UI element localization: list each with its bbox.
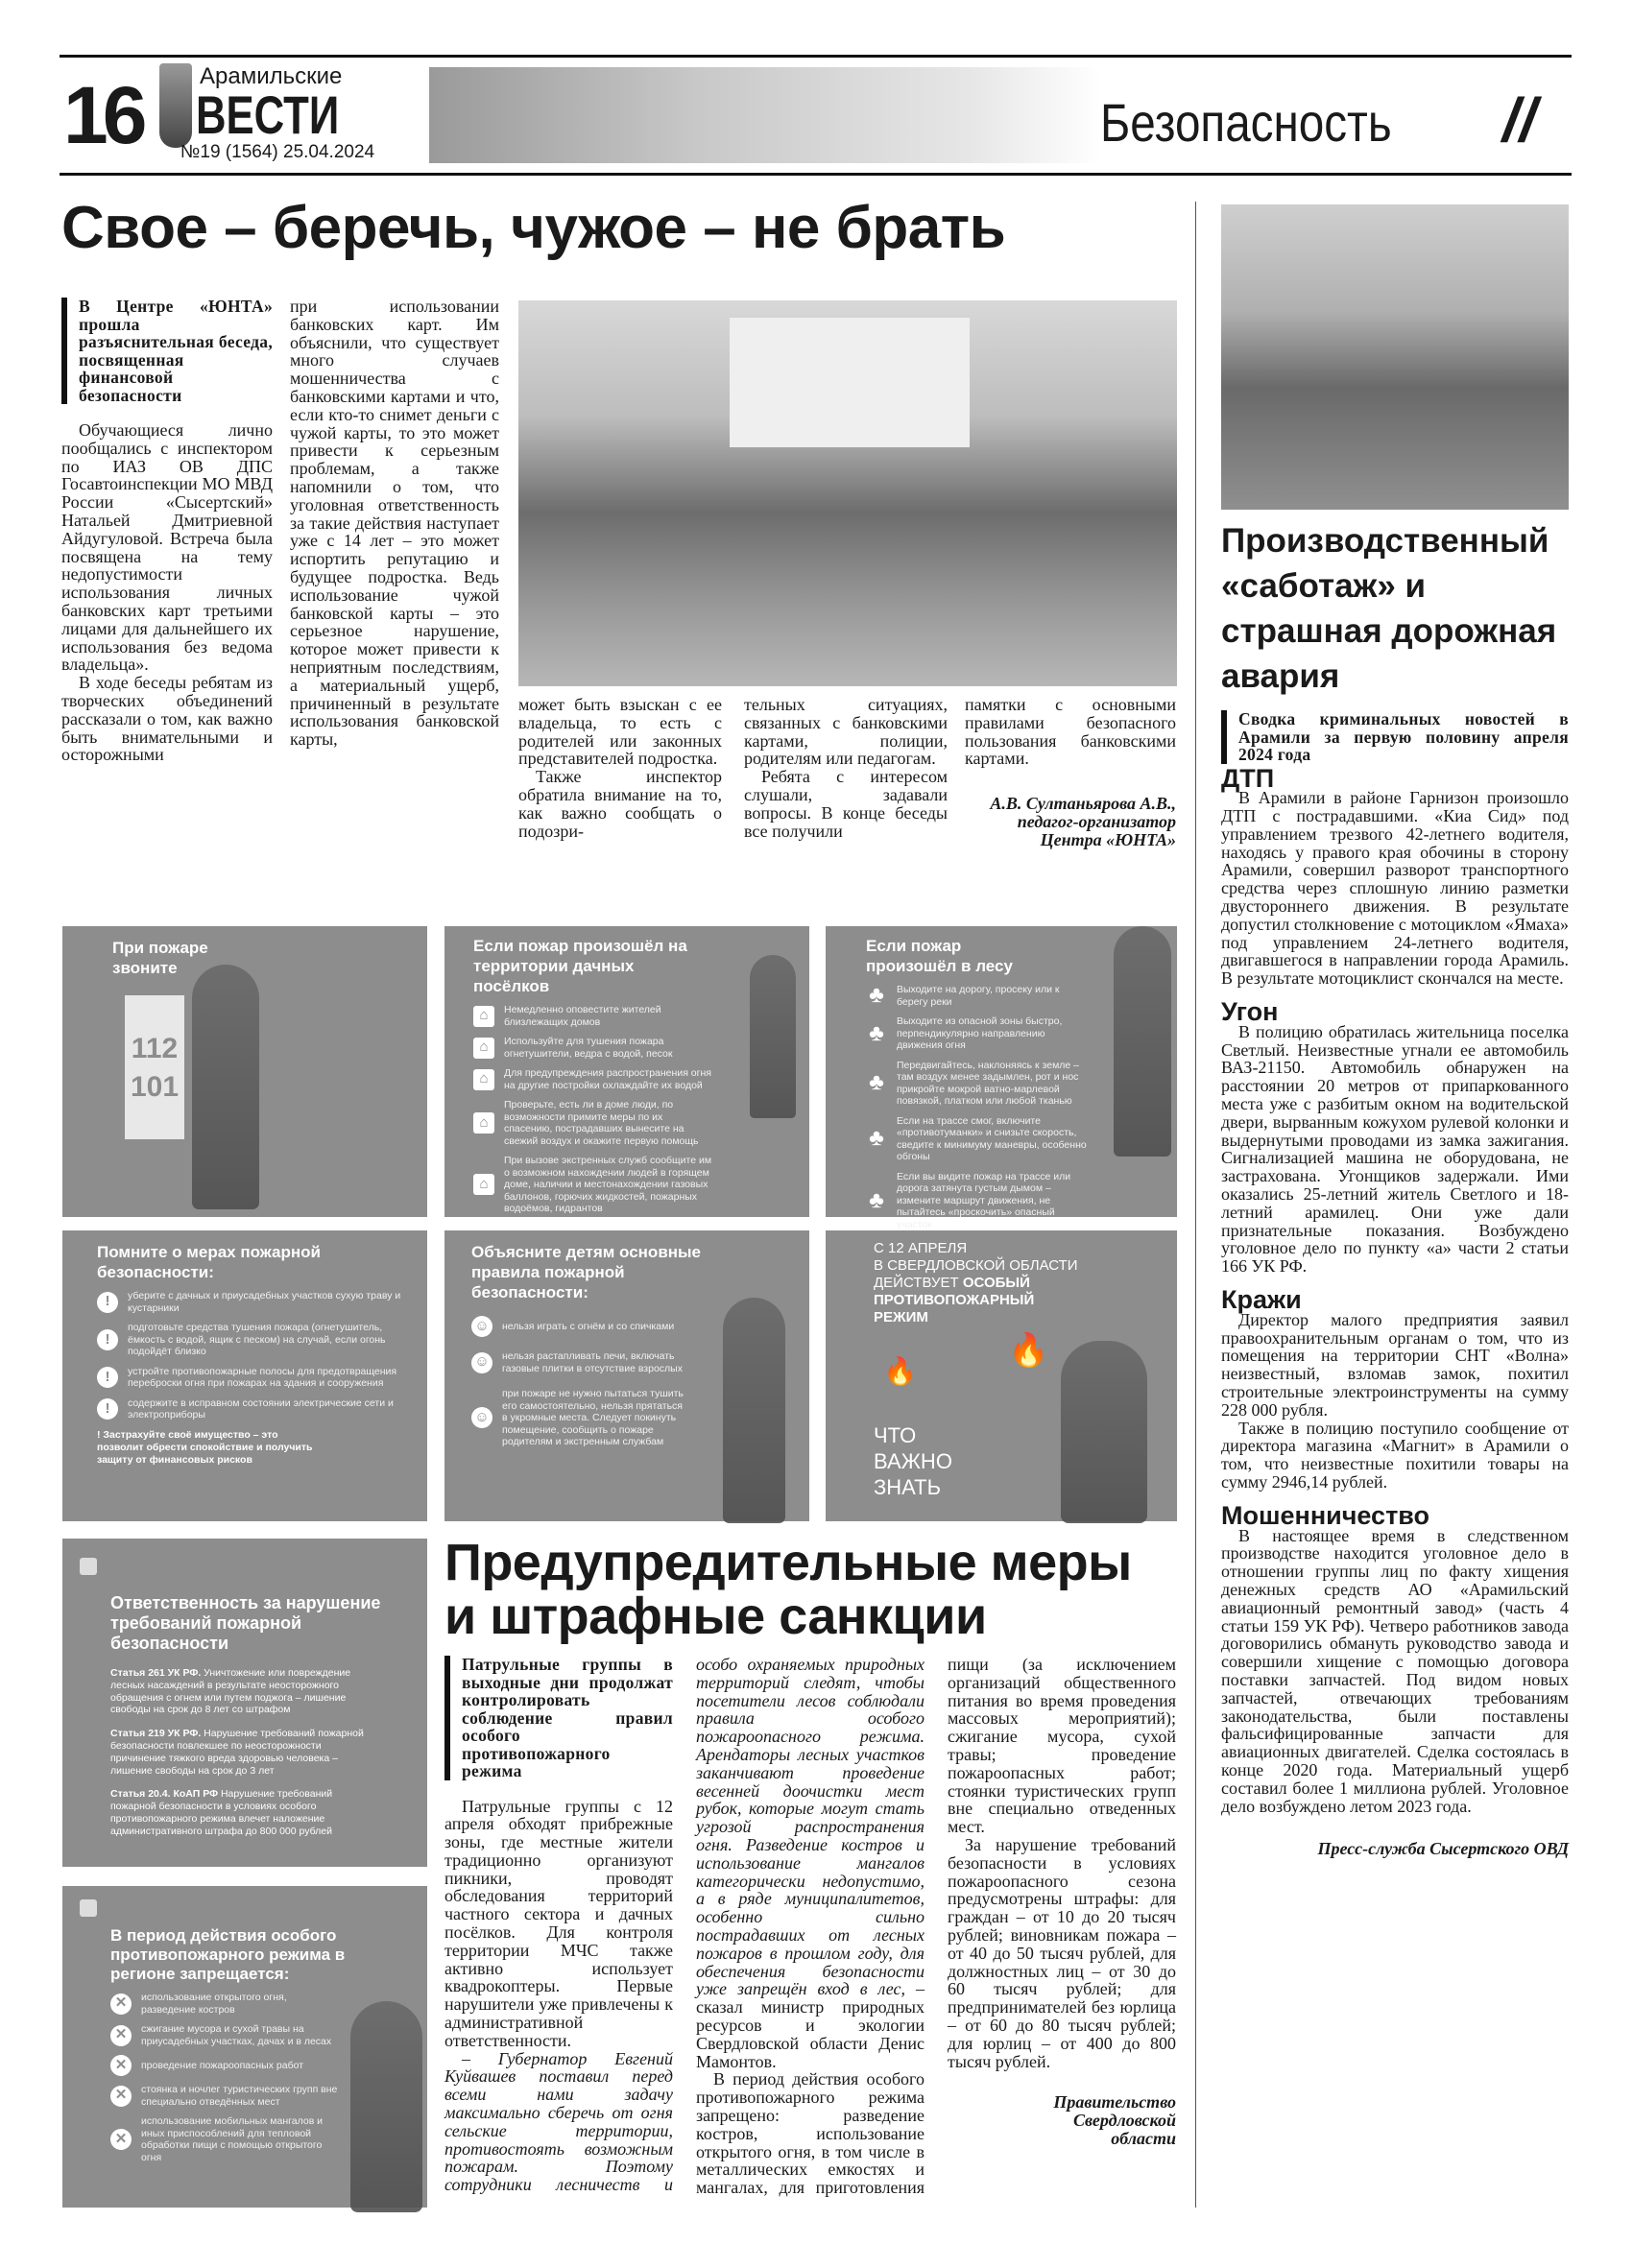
governor-quote: – Губернатор Евгений Куйвашев поставил перед всеми нами задачу максимально сберечь от огня сельские территории, противостоять возможным пожарам. Поэтому сотрудники лесничеств и особо охраняемых природных территорий следят, чтобы посетители лесов соблюдали правила особого пожароопасного режима. Арендаторы лесных участков заканчивают проведение весенней доочистки мест рубок, которые могут стать угрозой распространения огня. Разведение костров и использование мангалов категорически недопустимо, а в ряде муниципалитетов, особенно сильно пострадавших от лесных пожаров в прошлом году, для обеспечения безопасности уже запрещён вход в лес, – (444, 1655, 925, 2195)
article-signature: А.В. Султаньярова А.В., педагог-организатор Центра «ЮНТА» (990, 794, 1176, 849)
infographic-liability (62, 1539, 427, 1867)
tree-icon: ♣ (869, 1125, 884, 1152)
infographic-item: нельзя растапливать печи, включать газовые плитки в отсутствие взрослых (502, 1350, 683, 1374)
infographic-item: Если на трассе смог, включите «противотуманки» и снизьте скорость, сведите к минимуму маневры, особенно обгоны (897, 1114, 1087, 1162)
section-heading: Мошенничество (1221, 1500, 1430, 1530)
article-lead: Сводка криминальных новостей в Арамили за первую половину апреля 2024 года (1221, 710, 1569, 764)
house-icon: ⌂ (473, 1038, 494, 1059)
article-title: Свое – беречь, чужое – не брать (61, 195, 1006, 261)
cross-icon: ✕ (110, 1993, 132, 2015)
article2-title (444, 1536, 1184, 1643)
house-icon: ⌂ (473, 1006, 494, 1027)
section-heading: Кражи (1221, 1285, 1302, 1315)
house-icon: ⌂ (473, 1112, 494, 1134)
firefighter-megaphone-illustration (723, 1298, 785, 1523)
paper-name-top: Арамильские (200, 63, 343, 89)
quote-attribution: сказал министр природных ресурсов и экологии Свердловской области Денис Мамонтов. (696, 1997, 925, 2071)
cross-icon: ✕ (110, 2025, 132, 2046)
infographic-fire-regime (826, 1230, 1177, 1521)
infographic-forest-fire (826, 926, 1177, 1230)
infographic-item: нельзя играть с огнём и со спичками (502, 1320, 675, 1332)
liability-article (110, 1788, 370, 1837)
infographic-dacha-fire (444, 926, 809, 1217)
firefighter-on-ladder-illustration (750, 955, 796, 1118)
page-number: 16 (63, 70, 142, 160)
exclamation-icon: ! (97, 1398, 118, 1420)
what-to-know-line: ЗНАТЬ (874, 1475, 942, 1499)
flame-icon: 🔥 (883, 1356, 917, 1386)
infographic-title: При пожаре звоните (112, 939, 208, 977)
regime-line: В СВЕРДЛОВСКОЙ ОБЛАСТИ (874, 1257, 1078, 1274)
infographic-call-numbers (62, 926, 427, 1217)
infographic-item: Немедленно оповестите жителей близлежащих домов (504, 1004, 661, 1028)
tree-icon: ♣ (869, 982, 884, 1009)
issue-info: №19 (1564) 25.04.2024 (180, 142, 375, 162)
law-text: Уничтожение или повреждение лесных насаждений в результате неосторожного обращения с огнем или путем поджога – лишение свободы на срок до 8 лет со штрафом (110, 1667, 351, 1716)
cross-icon: ✕ (110, 2086, 132, 2107)
what-to-know-line: ЧТО (874, 1423, 917, 1447)
infographic-item: устройте противопожарные полосы для предотвращения переброски огня при пожарах на здания и сооружения (128, 1365, 397, 1389)
article2-body (444, 1656, 1176, 2208)
liability-article (110, 1667, 370, 1716)
coat-of-arms-icon (159, 63, 192, 148)
house-icon: ⌂ (473, 1174, 494, 1195)
paragraph: В период действия особого противопожарного режима запрещено: разведение костров, использование открытого огня, в том числе в металлических емкостях и мангалах, для приготовления пищи (за исключением организаций общественного питания во время проведения массовых мероприятий); сжигание мусора, сухой травы; проведение пожароопасных работ; стоянки туристических групп вне специально отведенных мест. (696, 1655, 1176, 2198)
firefighter-pointer-illustration (350, 2001, 422, 2212)
infographic-item: Используйте для тушения пожара огнетушители, ведра с водой, песок (504, 1036, 673, 1060)
section-title: Безопасность (1100, 92, 1392, 153)
paragraph: В полицию обратилась жительница поселка Светлый. Неизвестные угнали ее автомобиль ВАЗ-21150. Автомобиль обнаружен на расстоянии 20 метров от припаркованного места уже с разбитым окном на водительской двери, вырванным кожухом рулевой колонки и выдернутыми проводами из замка зажигания. Сигнализацией машина не оборудована, не застрахована. Угонщиков задержали. Ими оказались 25-летний житель Светлого и 18-летний арамилец. Они уже дали признательные показания. Возбуждено уголовное дело по пункту «а» части 2 статьи 166 УК РФ. (1221, 1021, 1569, 1277)
infographic-item: содержите в исправном состоянии электрические сети и электроприборы (128, 1397, 394, 1420)
article-lead: Патрульные группы в выходные дни продолжат контролировать соблюдение правил особого противопожарного режима (444, 1656, 673, 1780)
tree-icon: ♣ (869, 1019, 884, 1046)
article3-title: Производственный «саботаж» и страшная дорожная авария (1221, 522, 1557, 695)
tree-icon: ♣ (869, 1069, 884, 1096)
infographic-item: уберите с дачных и приусадебных участков сухую траву и кустарники (128, 1290, 401, 1314)
cross-icon: ✕ (110, 2055, 132, 2076)
regime-line: ДЕЙСТВУЕТ (874, 1275, 959, 1291)
infographic-title: Объясните детям основные правила пожарной безопасности: (471, 1243, 702, 1301)
paragraph: при использовании банковских карт. Им объяснили, что существует много случаев мошенничества с банковскими картами и что, если кто-то снимет деньги с чужой карты, то это может привести к серьезным проблемам, а также напомнили о том, что уголовная ответственность за такие действия наступает уже с 14 лет – это может испортить репутацию и будущее подростка. Ведь использование чужой банковской карты – это серьезное нарушение, которое может привести к неприятным последствиям, а материальный ущерб, причиненный в результате использования банковской карты, (290, 297, 499, 750)
cross-icon: ✕ (110, 2129, 132, 2150)
paragraph: За нарушение требований безопасности в условиях пожароопасного сезона предусмотрены штрафы: для граждан – от 10 до 20 тысяч рублей; виновникам пожара – от 40 до 50 тысяч рублей, для должностных лиц – от 30 до 60 тысяч рублей; для предпринимателей без юрлица – от 60 до 80 тысяч рублей; для юрлиц – от 400 до 800 тысяч рублей. (948, 1834, 1176, 2071)
regime-line: С 12 АПРЕЛЯ (874, 1240, 968, 1256)
section-heading: Угон (1221, 997, 1279, 1027)
section-heading: ДТП (1221, 763, 1275, 793)
law-text: Нарушение требований пожарной безопасности в условиях особого противопожарного режима влечет наложение административного штрафа до 800 000 рублей (110, 1788, 333, 1837)
firefighter-hose-illustration (1061, 1341, 1147, 1523)
emergency-number: 112 (131, 1033, 179, 1064)
article-lead: В Центре «ЮНТА» прошла разъяснительная беседа, посвященная финансовой безопасности (61, 298, 273, 404)
law-reference: Статья 20.4. КоАП РФ (110, 1788, 219, 1801)
infographic-item: подготовьте средства тушения пожара (огнетушитель, ёмкость с водой, ящик с песком) на случай, если огонь подойдёт близко (128, 1322, 386, 1357)
firefighter-illustration (192, 965, 259, 1209)
title-line: и штрафные санкции (444, 1588, 987, 1645)
infographic-item: Проверьте, есть ли в доме люди, по возможности примите меры по их спасению, пострадавших вынесите на свежий воздух и окажите первую помощь (504, 1099, 699, 1147)
law-reference: Статья 261 УК РФ. (110, 1667, 202, 1679)
house-icon: ⌂ (473, 1069, 494, 1090)
infographic-item: Если вы видите пожар на трассе или дорога затянута густым дымом – измените маршрут движения, не пытайтесь «проскочить» опасный участок (897, 1170, 1071, 1230)
children-group-photo (518, 300, 1177, 686)
infographic-item: Выходите из опасной зоны быстро, перпендикулярно направлению движения огня (897, 1015, 1063, 1051)
top-rule (60, 55, 1572, 58)
infographic-item: использование открытого огня, разведение костров (141, 1992, 287, 2016)
paragraph: памятки с основными правилами безопасного пользования банковскими картами. (965, 695, 1176, 769)
paragraph: Директор малого предприятия заявил правоохранительным органам о том, что из помещения на территории СНТ «Волна» неизвестный, взломав замок, похитил строительные электроинструменты на сумму 228 000 рубля. (1221, 1309, 1569, 1420)
paragraph: Обучающиеся лично пообщались с инспектором по ИАЗ ОВ ДПС Госавтоинспекции МО МВД России «Сысертский» Натальей Дмитриевной Айдугуловой. Встреча была посвящена на тему недопустимости использования личных банковских карт третьими лицами для дальнейшего их использования без ведома владельца». (61, 420, 273, 675)
infographic-title: Если пожар произошёл в лесу (866, 937, 1013, 975)
infographic-title: Ответственность за нарушение требований пожарной безопасности (110, 1593, 381, 1653)
accident-photo (1221, 204, 1569, 510)
infographic-item: использование мобильных мангалов и иных приспособлений для тепловой обработки пищи с помощью открытого огня (141, 2115, 324, 2163)
tree-icon: ♣ (869, 1186, 884, 1213)
paragraph: В настоящее время в следственном производстве находится уголовное дело в отношении группы лиц по факту хищения денежных средств АО «Арамильский авиационный ремонтный завод» (часть 4 статьи 159 УК РФ). Четверо работников завода договорились обмануть руководство завода и совершили хищение с помощью договора поставки запчастей. Под видом новых запчастей, отвечающих требованиям законодательства, были поставлены фальсифицированные запчасти для авиационных двигателей. Сделка состоялась в конце 2020 года. Материальный ущерб составил более 1 миллиона рублей. Уголовное дело возбуждено летом 2023 года. (1221, 1525, 1569, 1816)
infographic-item: сжигание мусора и сухой травы на приусадебных участках, дачах и в лесах (141, 2023, 332, 2047)
child-face-icon: ☺ (471, 1316, 492, 1337)
header-bottom-rule (60, 173, 1572, 176)
coat-of-arms-icon (80, 1558, 97, 1575)
article1-column-3 (518, 696, 722, 840)
title-line: Предупредительные меры (444, 1534, 1132, 1591)
emergency-number: 101 (130, 1071, 180, 1103)
article-signature: Правительство Свердловской области (1053, 2092, 1176, 2148)
infographic-title: Помните о мерах пожарной безопасности: (97, 1243, 321, 1281)
paragraph: Также в полицию поступило сообщение от директора магазина «Магнит» в Арамили о том, что неизвестные похитили товары на сумму 2946,14 рублей. (1221, 1418, 1569, 1492)
law-text: Нарушение требований пожарной безопасности повлекшее по неосторожности причинение тяжкого вреда здоровью человека – лишение свободы на срок до 3 лет (110, 1728, 364, 1777)
header-landscape-photo (429, 67, 1101, 163)
flame-icon: 🔥 (1008, 1332, 1049, 1369)
paragraph: В Арамили в районе Гарнизон произошло ДТП с пострадавшими. «Киа Сид» под управлением трезвого 42-летнего водителя, находясь у правого края обочины в сторону Арамили, совершил разворот транспортного средства через сплошную линию разметки двустороннего движения. В результате допустил столкновение с мотоциклом «Ямаха» под управлением 24-летнего водителя, двигавшегося в направлении города Арамиль. В результате мотоциклист скончался на месте. (1221, 788, 1569, 989)
exclamation-icon: ! (97, 1367, 118, 1388)
infographic-item: Для предупреждения распространения огня на другие постройки охлаждайте их водой (504, 1067, 711, 1091)
liability-article (110, 1728, 370, 1777)
infographic-children-rules (444, 1230, 809, 1521)
projector-screen (730, 318, 970, 447)
article1-column-4 (744, 696, 948, 840)
regime-highlight: ОСОБЫЙ ПРОТИВОПОЖАРНЫЙ РЕЖИМ (874, 1275, 1035, 1325)
paragraph: Также инспектор обратила внимание на то, как важно сообщать о подозри- (518, 767, 722, 841)
law-reference: Статья 219 УК РФ. (110, 1728, 202, 1740)
article3-body (1221, 710, 1569, 1858)
infographic-fire-safety-measures (62, 1230, 427, 1521)
article1-column-5 (965, 696, 1176, 849)
paper-name-main: ВЕСТИ (196, 84, 340, 145)
infographic-title: Если пожар произошёл на территории дачных посёлков (473, 937, 687, 995)
infographic-item: Передвигайтесь, наклоняясь к земле – там воздух менее задымлен, рот и нос прикройте мокрой ватно-марлевой повязкой, платком или любой тканью (897, 1059, 1080, 1107)
paragraph: тельных ситуациях, связанных с банковскими картами, полиции, родителям или педагогам. (744, 695, 948, 769)
article-signature: Пресс-служба Сысертского ОВД (1317, 1839, 1569, 1859)
exclamation-icon: ! (97, 1292, 118, 1313)
infographic-title: В период действия особого противопожарного режима в регионе запрещается: (110, 1926, 346, 1983)
coat-of-arms-icon (80, 1899, 97, 1917)
what-to-know-line: ВАЖНО (874, 1449, 952, 1473)
column-divider (1195, 202, 1196, 2208)
infographic-item: проведение пожароопасных работ (141, 2059, 304, 2071)
exclamation-icon: ! (97, 1329, 118, 1350)
child-face-icon: ☺ (471, 1352, 492, 1373)
child-face-icon: ☺ (471, 1407, 492, 1428)
phone-numbers-sign (125, 995, 184, 1139)
paragraph: может быть взыскан с ее владельца, то есть с родителей или законных представителей подростка. (518, 695, 722, 769)
article1-column-1 (61, 298, 273, 764)
infographic-item: Выходите на дорогу, просеку или к берегу реки (897, 984, 1060, 1008)
infographic-item: стоянка и ночлег туристических групп вне специально отведённых мест (141, 2084, 338, 2108)
infographic-item: При вызове экстренных служб сообщите им о возможном нахождении людей в горящем доме, наличии и местонахождении газовых баллонов, горючих жидкостей, пожарных водоёмов, гидрантов (504, 1155, 712, 1214)
infographic-prohibitions (62, 1886, 427, 2208)
article1-column-2 (290, 298, 499, 749)
firefighter-with-axe-illustration (1114, 926, 1171, 1157)
infographic-item: при пожаре не нужно пытаться тушить его самостоятельно, нельзя прятаться в укромные места. Следует покинуть помещение, сообщить о пожаре родителям и экстренным службам (502, 1388, 684, 1447)
section-mark: // (1502, 85, 1537, 155)
paragraph: Ребята с интересом слушали, задавали вопросы. В конце беседы все получили (744, 767, 948, 841)
insurance-note: ! Застрахуйте своё имущество – это позволит обрести спокойствие и получить защиту от финансовых рисков (97, 1428, 313, 1466)
paragraph: В ходе беседы ребятам из творческих объединений рассказали о том, как важно быть внимательными и осторожными (61, 673, 273, 765)
paragraph: Патрульные группы с 12 апреля обходят прибрежные зоны, где местные жители традиционно организуют пикники, проводят обследования территорий частного сектора и дачных посёлков. Для контроля территории МЧС также активно использует квадрокоптеры. Первые нарушители уже привлечены к административной ответственности. (444, 1796, 673, 2050)
